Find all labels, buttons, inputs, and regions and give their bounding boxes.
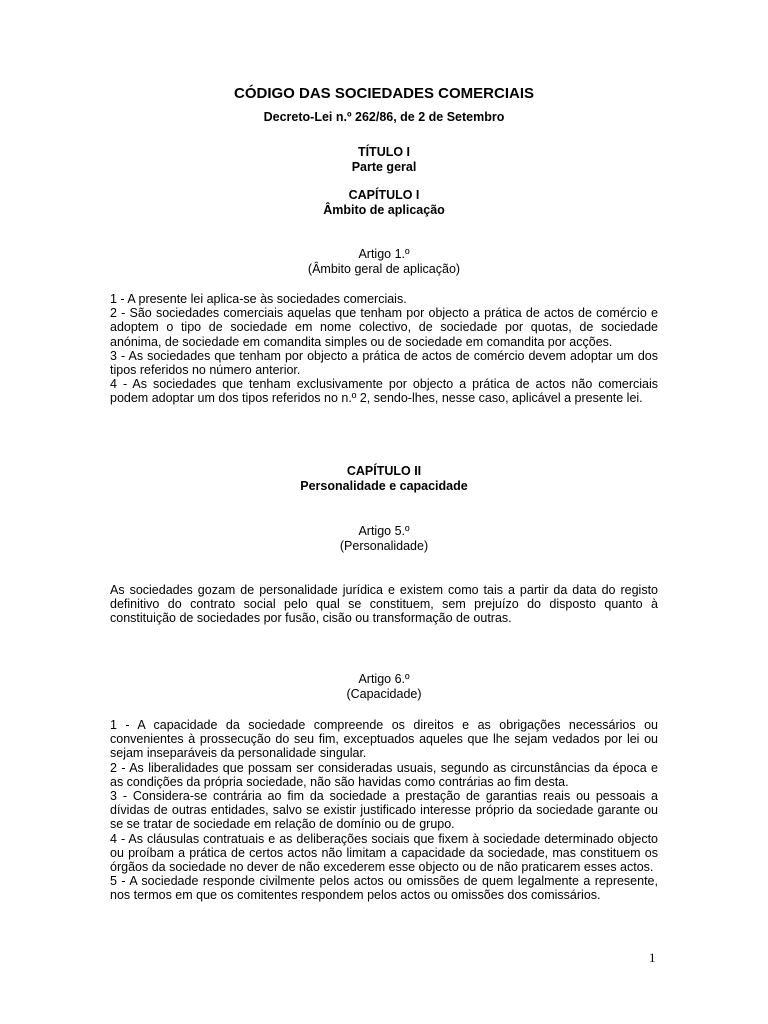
decree-reference: Decreto-Lei n.º 262/86, de 2 de Setembro [263, 110, 505, 124]
chapter1-heading: CAPÍTULO I [348, 188, 420, 202]
chapter1-name: Âmbito de aplicação [323, 203, 445, 217]
document-title: CÓDIGO DAS SOCIEDADES COMERCIAIS [233, 85, 535, 102]
titulo-heading: TÍTULO I [357, 145, 411, 159]
page-number: 1 [649, 950, 656, 965]
article6-paragraph-4: 4 - As cláusulas contratuais e as deliberações sociais que fixem à sociedade determinado objecto ou proíbam a prática de certos actos não limitam a capacidade da sociedade, mas constituem os órgãos da sociedade no dever de não excederem esse objecto ou de não praticarem esses actos. [110, 831, 658, 875]
article5-paragraph: As sociedades gozam de personalidade jurídica e existem como tais a partir da data do registo definitivo do contrato social pelo qual se constituem, sem prejuízo do disposto quanto à constituição de sociedades por fusão, cisão ou transformação de outras. [110, 583, 658, 626]
article5-body [110, 583, 658, 626]
article6-body [110, 718, 658, 903]
article1-paragraph-2: 2 - São sociedades comerciais aquelas que tenham por objecto a prática de actos de comércio e adoptem o tipo de sociedade em nome colectivo, de sociedade por quotas, de sociedade anónima, de sociedade em comandita simples ou de sociedade em comandita por acções. [110, 306, 658, 349]
article1-heading: Artigo 1.º [358, 247, 410, 261]
chapter2-name: Personalidade e capacidade [300, 479, 468, 493]
article1-body [110, 292, 658, 406]
titulo-name: Parte geral [351, 160, 417, 174]
article1-paragraph-1: 1 - A presente lei aplica-se às sociedades comerciais. [110, 292, 407, 306]
article5-heading: Artigo 5.º [358, 524, 410, 538]
article6-paragraph-2: 2 - As liberalidades que possam ser consideradas usuais, segundo as circunstâncias da época e as condições da própria sociedade, não são havidas como contrárias ao fim desta. [110, 760, 658, 789]
article1-name: (Âmbito geral de aplicação) [307, 262, 461, 276]
article1-paragraph-4: 4 - As sociedades que tenham exclusivamente por objecto a prática de actos não comerciais podem adoptar um dos tipos referidos no n.º 2, sendo-lhes, nesse caso, aplicável a presente lei. [110, 377, 658, 406]
chapter2-heading: CAPÍTULO II [346, 464, 422, 478]
article1-paragraph-3: 3 - As sociedades que tenham por objecto a prática de actos de comércio devem adoptar um dos tipos referidos no número anterior. [110, 348, 658, 378]
article6-heading: Artigo 6.º [358, 672, 410, 686]
article6-paragraph-3: 3 - Considera-se contrária ao fim da sociedade a prestação de garantias reais ou pessoais a dívidas de outras entidades, salvo se existir justificado interesse próprio da sociedade garante ou se se tratar de sociedade em relação de domínio ou de grupo. [110, 789, 658, 832]
article6-paragraph-5: 5 - A sociedade responde civilmente pelos actos ou omissões de quem legalmente a represente, nos termos em que os comitentes respondem pelos actos ou omissões dos comissários. [110, 874, 658, 903]
article6-paragraph-1: 1 - A capacidade da sociedade compreende os direitos e as obrigações necessários ou convenientes à prossecução do seu fim, exceptuados aqueles que lhe sejam vedados por lei ou sejam inseparáveis da personalidade singular. [110, 718, 658, 761]
article6-name: (Capacidade) [346, 687, 422, 701]
article5-name: (Personalidade) [339, 539, 429, 553]
